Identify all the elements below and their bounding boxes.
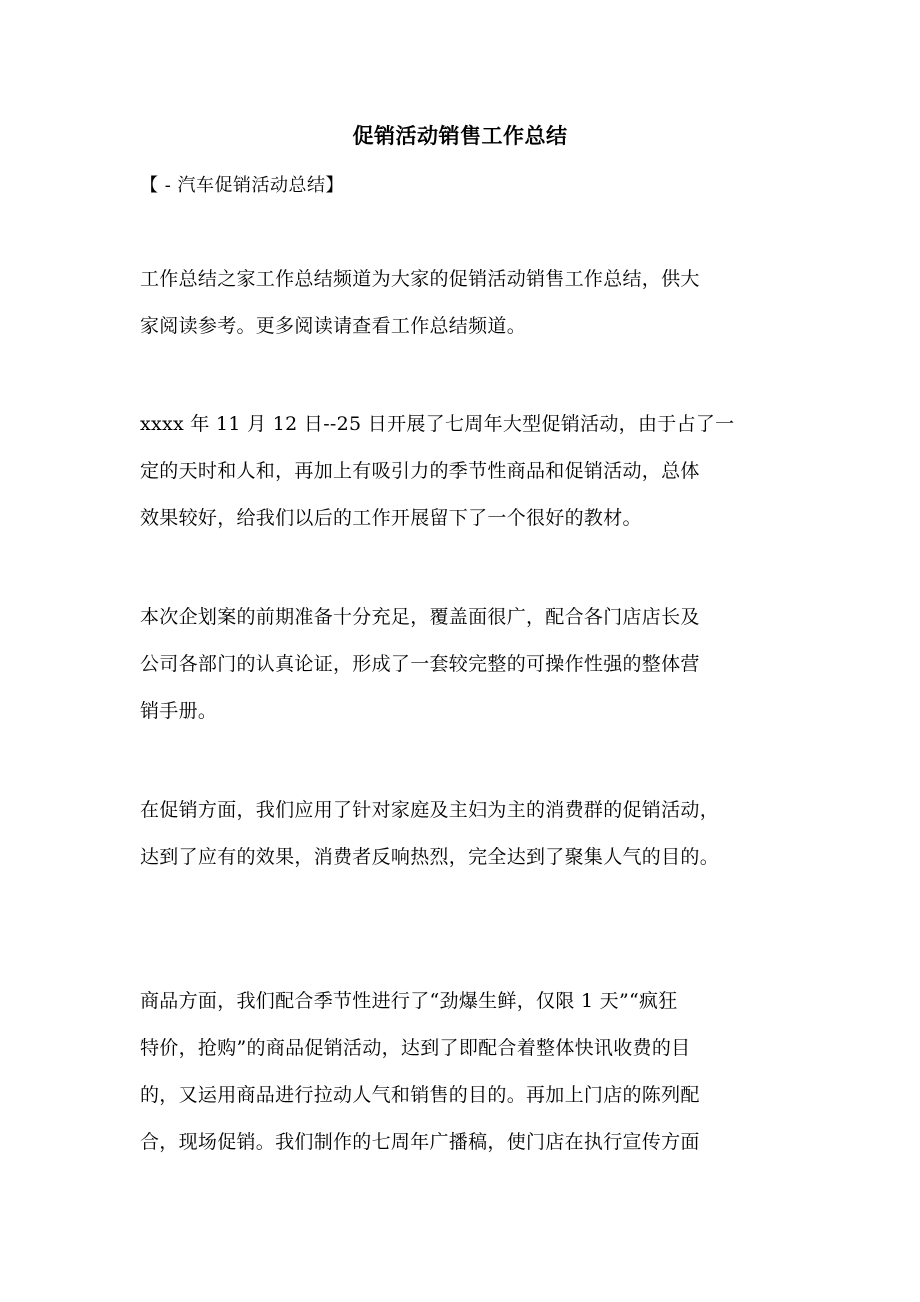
paragraph-line: 本次企划案的前期准备十分充足，覆盖面很广，配合各门店店长及 <box>140 606 700 628</box>
paragraph-line: 效果较好，给我们以后的工作开展留下了一个很好的教材。 <box>140 507 642 529</box>
paragraph-line: 达到了应有的效果，消费者反响热烈，完全达到了聚集人气的目的。 <box>140 846 720 868</box>
paragraph-line: 销手册。 <box>140 700 218 722</box>
paragraph-merchandise <box>140 978 780 1166</box>
paragraph-line: 合，现场促销。我们制作的七周年广播稿，使门店在执行宣传方面 <box>140 1131 700 1153</box>
paragraph-line: 的，又运用商品进行拉动人气和销售的目的。再加上门店的陈列配 <box>140 1084 700 1106</box>
document-title: 促销活动销售工作总结 <box>352 123 568 148</box>
paragraph-intro <box>140 256 780 350</box>
paragraph-planning <box>140 594 780 735</box>
paragraph-line: 工作总结之家工作总结频道为大家的促销活动销售工作总结，供大 <box>140 268 700 290</box>
paragraph-line: 商品方面，我们配合季节性进行了“劲爆生鲜，仅限 1 天”“疯狂 <box>140 990 678 1012</box>
paragraph-promotion <box>140 787 780 881</box>
paragraph-line: 特价，抢购”的商品促销活动，达到了即配合着整体快讯收费的目 <box>140 1037 691 1059</box>
paragraph-line: 公司各部门的认真论证，形成了一套较完整的可操作性强的整体营 <box>140 653 700 675</box>
paragraph-line: xxxx 年 11 月 12 日--25 日开展了七周年大型促销活动，由于占了一 <box>140 413 735 435</box>
paragraph-event-overview <box>140 401 780 542</box>
paragraph-line: 家阅读参考。更多阅读请查看工作总结频道。 <box>140 315 527 337</box>
paragraph-line: 在促销方面，我们应用了针对家庭及主妇为主的消费群的促销活动， <box>140 799 720 821</box>
document-subtitle: 【 - 汽车促销活动总结】 <box>140 175 345 196</box>
paragraph-line: 定的天时和人和，再加上有吸引力的季节性商品和促销活动，总体 <box>140 460 700 482</box>
